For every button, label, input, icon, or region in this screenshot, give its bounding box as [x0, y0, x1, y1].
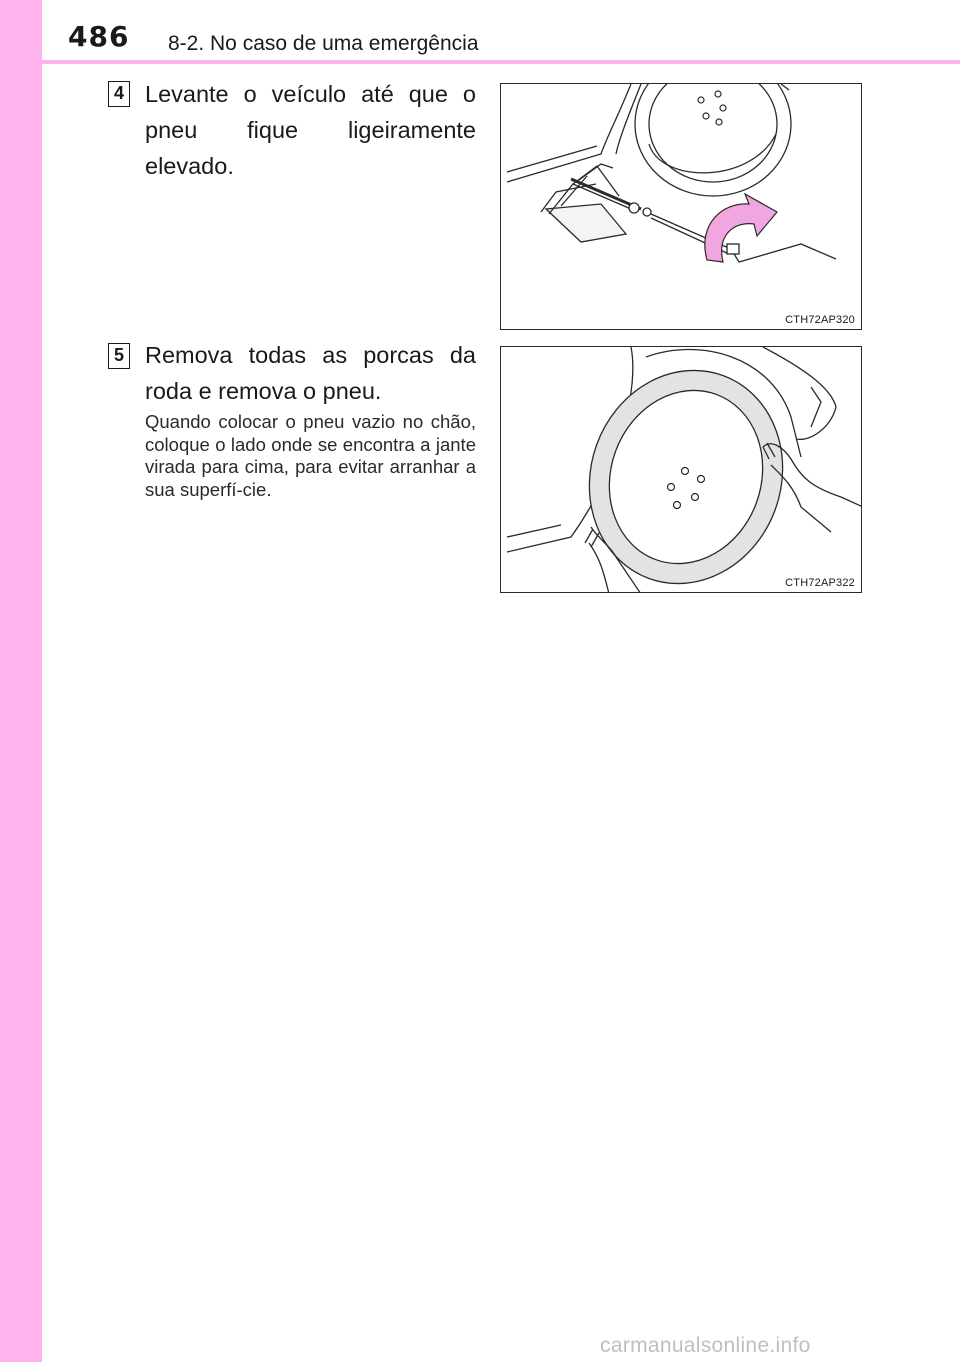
- step-instruction: Remova todas as porcas da roda e remova o pneu.: [145, 342, 476, 404]
- tire-removal-illustration: [500, 346, 862, 593]
- step-number-badge: 4: [108, 81, 130, 107]
- tire-removal-drawing: [501, 347, 862, 593]
- jack-illustration: [500, 83, 862, 330]
- header-rule: [0, 60, 960, 64]
- figure-code: CTH72AP320: [785, 314, 855, 326]
- rotation-arrow-icon: [705, 194, 777, 262]
- section-title: 8-2. No caso de uma emergência: [168, 32, 479, 55]
- step-number-badge: 5: [108, 343, 130, 369]
- step-note: Quando colocar o pneu vazio no chão, coloque o lado onde se encontra a jante virada para cima, para evitar arranhar a sua superfí-cie.: [145, 411, 476, 500]
- side-color-band: [0, 0, 42, 1362]
- jack-lifting-drawing: [501, 84, 862, 330]
- step-instruction: Levante o veículo até que o pneu fique ligeiramente elevado.: [145, 81, 476, 179]
- figure-code: CTH72AP322: [785, 577, 855, 589]
- watermark: carmanualsonline.info: [600, 1334, 811, 1357]
- page-number: 486: [68, 20, 130, 53]
